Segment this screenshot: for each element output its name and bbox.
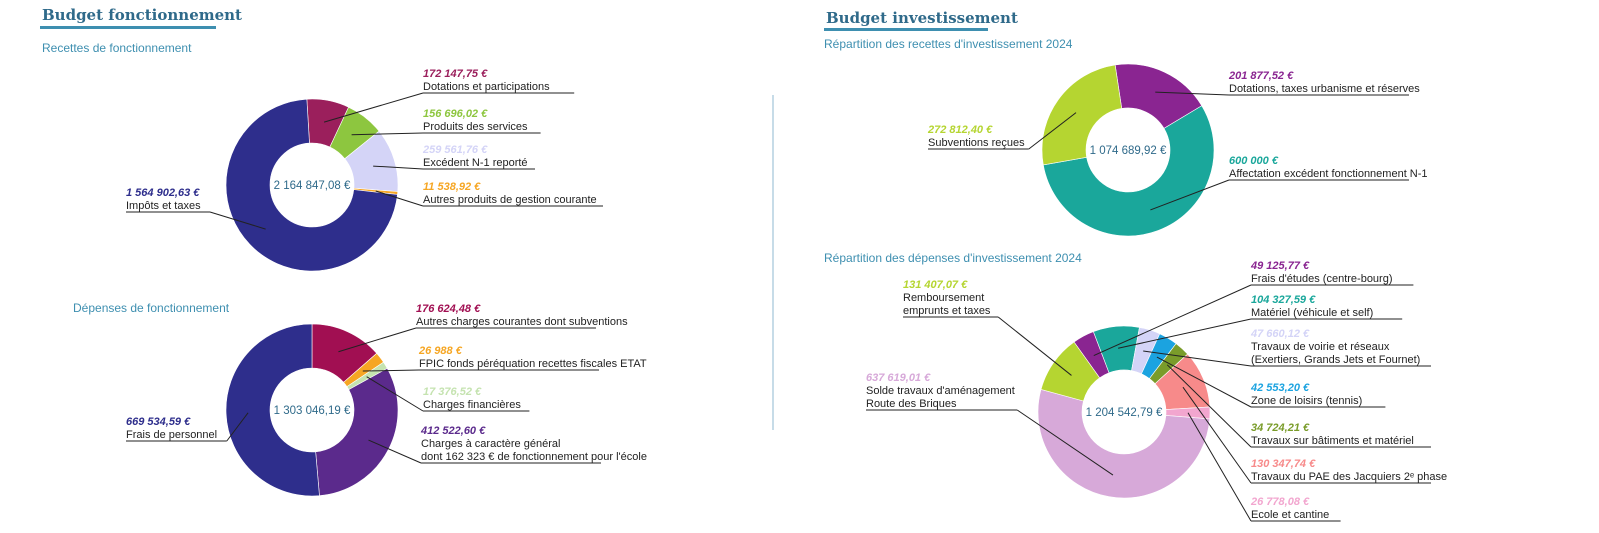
section-title-fonctionnement: Budget fonctionnement	[42, 6, 242, 24]
slice-name-label: Frais de personnel	[126, 429, 218, 441]
slice-name-label: Subventions reçues	[928, 137, 1025, 149]
slice-value-label: 201 877,52 €	[1229, 70, 1294, 82]
slice-name-label: Impôts et taxes	[126, 200, 201, 212]
slice-value-label: 259 561,76 €	[423, 144, 488, 156]
slice-name-label: Dotations et participations	[423, 81, 550, 93]
slice-value-label: 11 538,92 €	[423, 181, 481, 193]
slice-name-label: Excédent N-1 reporté	[423, 157, 528, 169]
slice-name-label: Autres produits de gestion courante	[423, 194, 597, 206]
slice-value-label: 156 696,02 €	[423, 108, 488, 120]
slice-value-label: 412 522,60 €	[421, 425, 486, 437]
pie-slice	[316, 368, 398, 495]
slice-value-label: 172 147,75 €	[423, 68, 488, 80]
slice-name-label: Travaux du PAE des Jacquiers 2ᵉ phase	[1251, 471, 1448, 483]
slice-name-label: Produits des services	[423, 121, 528, 133]
chart-title: Recettes de fonctionnement	[42, 41, 192, 55]
slice-value-label: 1 564 902,63 €	[126, 187, 200, 199]
slice-name-label: Affectation excédent fonctionnement N-1	[1229, 168, 1428, 180]
slice-name-label: Remboursement emprunts et taxes	[903, 292, 991, 317]
slice-value-label: 34 724,21 €	[1251, 422, 1310, 434]
leader-line	[998, 317, 1071, 375]
section-underline	[40, 26, 216, 29]
chart-total: 2 164 847,08 €	[273, 180, 351, 192]
slice-value-label: 176 624,48 €	[416, 303, 481, 315]
chart-title: Dépenses de fonctionnement	[73, 301, 230, 315]
slice-name-label: Travaux de voirie et réseaux (Exertiers, Grands Jets et Fournet)	[1251, 341, 1421, 366]
slice-value-label: 49 125,77 €	[1251, 260, 1310, 272]
slice-name-label: Autres charges courantes dont subventions	[416, 316, 628, 328]
slice-name-label: FPIC fonds péréquation recettes fiscales ETAT	[419, 358, 647, 370]
slice-name-label: Dotations, taxes urbanisme et réserves	[1229, 83, 1420, 95]
slice-name-label: Solde travaux d'aménagement Route des Briques	[866, 385, 1015, 410]
slice-value-label: 669 534,59 €	[126, 416, 191, 428]
leader-line	[1188, 413, 1251, 521]
chart-total: 1 303 046,19 €	[273, 405, 351, 417]
slice-value-label: 47 660,12 €	[1251, 328, 1310, 340]
slice-value-label: 26 988 €	[419, 345, 462, 357]
chart-total: 1 074 689,92 €	[1089, 145, 1167, 157]
slice-value-label: 104 327,59 €	[1251, 294, 1316, 306]
slice-name-label: Matériel (véhicule et self)	[1251, 307, 1374, 319]
section-title-investissement: Budget investissement	[826, 9, 1018, 27]
slice-value-label: 272 812,40 €	[928, 124, 993, 136]
slice-name-label: Charges à caractère général dont 162 323 € de fonctionnement pour l'école	[421, 438, 647, 463]
slice-name-label: Charges financières	[423, 399, 521, 411]
slice-value-label: 17 376,52 €	[423, 386, 482, 398]
slice-name-label: Travaux sur bâtiments et matériel	[1251, 435, 1414, 447]
chart-title: Répartition des recettes d'investissement 2024	[824, 37, 1073, 51]
chart-total: 1 204 542,79 €	[1085, 407, 1163, 419]
slice-value-label: 637 619,01 €	[866, 372, 931, 384]
slice-value-label: 42 553,20 €	[1251, 382, 1310, 394]
slice-value-label: 130 347,74 €	[1251, 458, 1316, 470]
slice-name-label: Zone de loisirs (tennis)	[1251, 395, 1363, 407]
slice-value-label: 600 000 €	[1229, 155, 1278, 167]
section-underline	[824, 28, 988, 31]
chart-title: Répartition des dépenses d'investissement 2024	[824, 251, 1082, 265]
slice-name-label: Ecole et cantine	[1251, 509, 1330, 521]
slice-name-label: Frais d'études (centre-bourg)	[1251, 273, 1393, 285]
slice-value-label: 131 407,07 €	[903, 279, 968, 291]
slice-value-label: 26 778,08 €	[1251, 496, 1310, 508]
